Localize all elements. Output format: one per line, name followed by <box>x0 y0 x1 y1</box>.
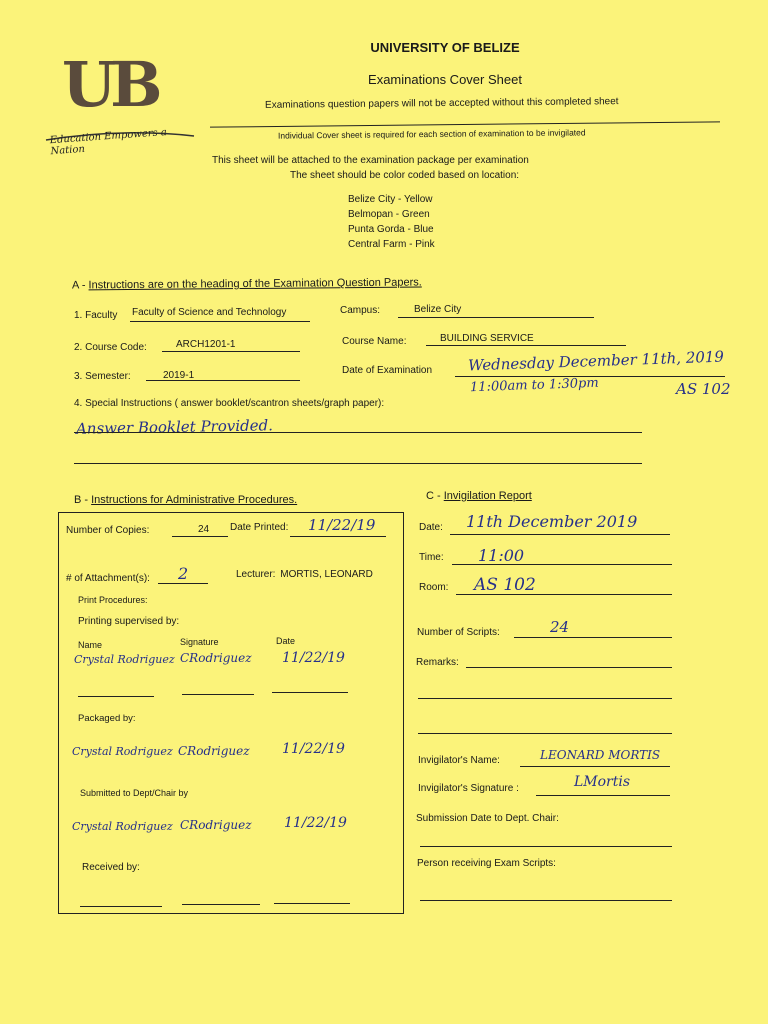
exam-date-label: Date of Examination <box>342 365 433 376</box>
lecturer-label: Lecturer: <box>236 569 276 580</box>
section-b-heading <box>74 494 297 506</box>
exam-room-handwriting: AS 102 <box>676 380 731 398</box>
remarks-line-1 <box>466 667 672 668</box>
invigilation-room-handwriting: AS 102 <box>474 575 536 595</box>
university-name: UNIVERSITY OF BELIZE <box>370 40 520 55</box>
supervised-name-handwriting: Crystal Rodriguez <box>74 653 175 666</box>
course-code-value: ARCH1201-1 <box>176 339 236 350</box>
date-printed-handwriting: 11/22/19 <box>308 516 376 534</box>
col-name-header: Name <box>78 640 103 650</box>
location-item: Belmopan - Green <box>348 209 430 220</box>
faculty-value: Faculty of Science and Technology <box>132 307 287 318</box>
printing-supervised-label: Printing supervised by: <box>78 616 180 627</box>
location-list <box>348 192 435 252</box>
invigilator-signature-line <box>536 795 670 796</box>
invigilation-date-handwriting: 11th December 2019 <box>466 512 638 531</box>
date-printed-label: Date Printed: <box>230 522 289 533</box>
copies-label: Number of Copies: <box>66 525 150 536</box>
received-sig-line <box>182 904 260 905</box>
supervised-date-line <box>272 692 348 693</box>
received-date-line <box>274 903 350 904</box>
special-instructions-label: 4. Special Instructions ( answer booklet/scantron sheets/graph paper): <box>74 398 385 409</box>
invigilation-time-handwriting: 11:00 <box>478 546 525 565</box>
copies-line <box>172 536 228 537</box>
course-code-line <box>162 351 300 352</box>
packaged-by-label: Packaged by: <box>78 713 136 724</box>
course-name-line <box>426 345 626 346</box>
course-name-label: Course Name: <box>342 336 407 347</box>
remarks-label: Remarks: <box>416 657 459 668</box>
remarks-line-2 <box>418 698 672 699</box>
semester-value: 2019-1 <box>163 370 195 381</box>
invigilator-name-handwriting: LEONARD MORTIS <box>540 748 661 762</box>
invigilator-signature-handwriting: LMortis <box>574 774 631 790</box>
invigilator-signature-label: Invigilator's Signature : <box>418 783 519 794</box>
color-note: The sheet should be color coded based on location: <box>290 170 520 181</box>
col-date-header: Date <box>276 636 296 646</box>
faculty-label: 1. Faculty <box>74 310 118 321</box>
submission-date-line <box>420 846 672 847</box>
invigilator-name-label: Invigilator's Name: <box>418 755 500 766</box>
header-rule <box>210 121 720 127</box>
section-c-title: Invigilation Report <box>443 490 532 502</box>
supervised-date-handwriting: 11/22/19 <box>282 650 345 666</box>
attachments-label: # of Attachment(s): <box>66 573 150 584</box>
section-b-prefix: B - <box>74 494 92 506</box>
received-by-label: Received by: <box>82 862 140 873</box>
number-of-scripts-line <box>514 637 672 638</box>
section-a-title: Instructions are on the heading of the Examination Question Papers. <box>88 276 422 292</box>
copies-value: 24 <box>198 524 210 535</box>
remarks-line-3 <box>418 733 672 734</box>
supervised-signature-handwriting: CRodriguez <box>180 651 252 665</box>
section-a-heading <box>72 276 422 291</box>
print-procedures-label: Print Procedures: <box>78 595 148 605</box>
supervised-name-line <box>78 696 154 697</box>
received-name-line <box>80 906 162 907</box>
packaged-date-handwriting: 11/22/19 <box>282 741 345 757</box>
invigilation-date-label: Date: <box>419 522 443 533</box>
special-line-1 <box>74 432 642 433</box>
packaged-signature-handwriting: CRodriguez <box>178 744 250 758</box>
lecturer-field <box>236 569 373 580</box>
submitted-to-chair-label: Submitted to Dept/Chair by <box>80 788 189 798</box>
lecturer-value: MORTIS, LEONARD <box>280 569 373 580</box>
packaged-name-handwriting: Crystal Rodriguez <box>72 745 173 758</box>
invigilator-name-line <box>520 766 670 767</box>
individual-note: Individual Cover sheet is required for each section of examination to be invigilated <box>277 127 586 141</box>
invigilation-date-line <box>450 534 670 535</box>
attachments-line <box>158 583 208 584</box>
logo-tagline: Education Empowers a Nation <box>49 127 168 158</box>
date-printed-line <box>290 536 386 537</box>
submission-date-label: Submission Date to Dept. Chair: <box>416 813 559 824</box>
col-signature-header: Signature <box>180 637 219 647</box>
attachments-handwriting: 2 <box>178 564 189 583</box>
section-a-prefix: A - <box>71 279 89 292</box>
section-c-prefix: C - <box>426 490 444 502</box>
campus-value: Belize City <box>414 304 462 315</box>
course-name-value: BUILDING SERVICE <box>440 333 534 344</box>
submitted-signature-handwriting: CRodriguez <box>180 818 252 832</box>
submitted-date-handwriting: 11/22/19 <box>284 815 347 831</box>
location-item: Central Farm - Pink <box>348 239 435 250</box>
special-line-2 <box>74 463 642 464</box>
invigilation-room-label: Room: <box>419 582 449 593</box>
section-b-title: Instructions for Administrative Procedures. <box>91 494 298 506</box>
acceptance-notice: Examinations question papers will not be accepted without this completed sheet <box>264 96 619 111</box>
invigilation-room-line <box>456 594 672 595</box>
semester-line <box>146 380 300 381</box>
invigilation-time-line <box>452 564 672 565</box>
submitted-name-handwriting: Crystal Rodriguez <box>72 820 173 833</box>
exam-time-handwriting: 11:00am to 1:30pm <box>469 375 599 396</box>
course-code-label: 2. Course Code: <box>74 342 147 353</box>
location-item: Punta Gorda - Blue <box>348 224 434 235</box>
attach-note: This sheet will be attached to the examination package per examination <box>212 155 529 166</box>
person-receiving-line <box>420 900 672 901</box>
number-of-scripts-handwriting: 24 <box>550 618 570 636</box>
faculty-line <box>130 321 310 322</box>
special-instructions-handwriting: Answer Booklet Provided. <box>75 416 274 438</box>
number-of-scripts-label: Number of Scripts: <box>417 627 500 638</box>
section-c-heading <box>426 490 532 502</box>
person-receiving-label: Person receiving Exam Scripts: <box>417 858 556 869</box>
logo-letters: UB <box>62 48 157 121</box>
supervised-sig-line <box>182 694 254 695</box>
exam-date-handwriting: Wednesday December 11th, 2019 <box>467 347 725 375</box>
location-item: Belize City - Yellow <box>348 194 433 205</box>
campus-line <box>398 317 594 318</box>
invigilation-time-label: Time: <box>419 552 444 563</box>
sheet-title: Examinations Cover Sheet <box>368 72 522 87</box>
semester-label: 3. Semester: <box>74 371 131 382</box>
campus-label: Campus: <box>340 305 381 316</box>
university-logo <box>40 48 200 158</box>
